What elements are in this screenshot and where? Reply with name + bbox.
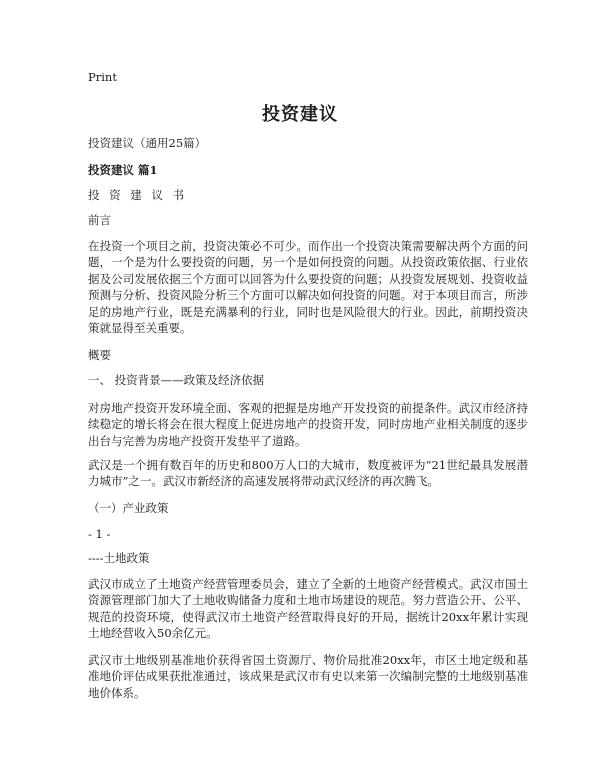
land-paragraph: 武汉市成立了土地资产经营管理委员会，建立了全新的土地资产经营模式。武汉市国土资源管理部门加大了土地收购储备力度和土地市场建设的规范。努力营造公开、公平、规范的投资环境，使得武汉市土地资产经营取得良好的开局，据统计20xx年累计实现土地经营收入50余亿元。 [88, 577, 528, 641]
print-label[interactable]: Print [88, 70, 117, 84]
page-number: - 1 - [88, 527, 111, 541]
subsection-industry-policy: （一）产业政策 [88, 501, 169, 515]
letter-title: 投 资 建 议 书 [88, 188, 188, 202]
wuhan-paragraph: 武汉是一个拥有数百年的历史和800万人口的大城市，数度被评为“21世纪最具发展潜力城市”之一。武汉市新经济的高速发展将带动武汉经济的再次腾飞。 [88, 458, 528, 489]
land-policy-heading: ----土地政策 [88, 551, 150, 565]
section-1-heading: 一、 投资背景——政策及经济依据 [88, 373, 265, 387]
benchmark-paragraph: 武汉市土地级别基准地价获得省国土资源厅、物价局批准20xx年，市区土地定级和基准地价评估成果获批准通过，该成果是武汉市有史以来第一次编制完整的土地级别基准地价体系。 [88, 653, 528, 700]
overview-heading: 概要 [88, 348, 111, 362]
preface-heading: 前言 [88, 213, 111, 227]
intro-paragraph: 在投资一个项目之前，投资决策必不可少。而作出一个投资决策需要解决两个方面的问题，一个是为什么要投资的问题，另一个是如何投资的问题。从投资政策依据、行业依据及公司发展依据三个方面可以回答为什么要投资的问题；从投资发展规划、投资收益预测与分析、投资风险分析三个方面可以解决如何投资的问题。对于本项目而言，所涉足的房地产行业，既是充满暴利的行业，同时也是风险很大的行业。因此，前期投资决策就显得至关重要。 [88, 239, 528, 336]
document-title: 投资建议 [262, 104, 338, 125]
document-subtitle: 投资建议（通用25篇） [88, 136, 207, 150]
environment-paragraph: 对房地产投资开发环境全面、客观的把握是房地产开发投资的前提条件。武汉市经济持续稳定的增长将会在很大程度上促进房地产的投资开发，同时房地产业相关制度的逐步出台与完善为房地产投资开发垫平了道路。 [88, 401, 528, 448]
section-heading: 投资建议 篇1 [88, 163, 158, 177]
